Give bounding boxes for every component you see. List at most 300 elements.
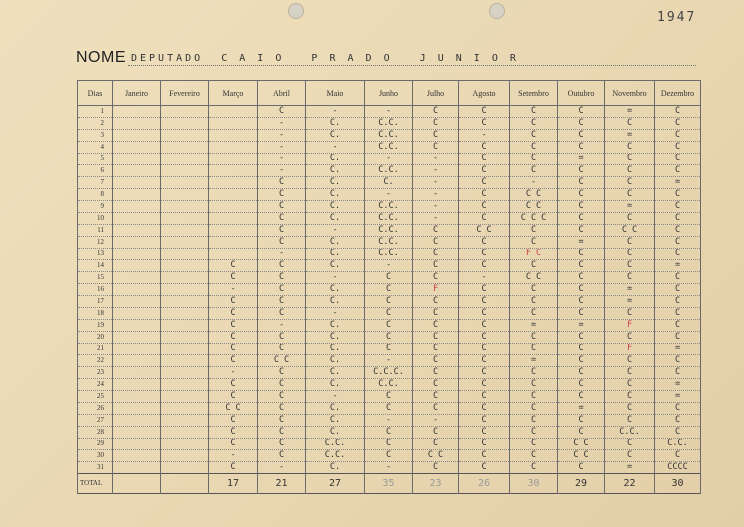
table-cell: C: [558, 117, 605, 129]
table-cell: =: [558, 402, 605, 414]
table-cell: C: [605, 450, 655, 462]
column-header: Abril: [258, 81, 306, 106]
table-cell: C.: [306, 212, 365, 224]
table-cell: [161, 236, 209, 248]
column-header: Novembro: [605, 81, 655, 106]
table-row: [78, 331, 701, 343]
table-cell: C: [655, 296, 701, 308]
table-cell: -: [306, 141, 365, 153]
table-row: [78, 414, 701, 426]
table-cell: [113, 391, 161, 403]
table-cell: C: [605, 438, 655, 450]
day-number: 7: [78, 177, 113, 189]
table-cell: =: [655, 343, 701, 355]
table-cell: C: [258, 212, 306, 224]
day-number: 28: [78, 426, 113, 438]
table-cell: C: [655, 106, 701, 118]
table-cell: C: [655, 331, 701, 343]
table-row: [78, 462, 701, 474]
day-number: 13: [78, 248, 113, 260]
table-cell: C: [510, 106, 558, 118]
table-cell: C: [459, 355, 510, 367]
table-cell: [161, 224, 209, 236]
table-cell: -: [413, 212, 459, 224]
table-cell: C: [258, 236, 306, 248]
table-cell: =: [655, 391, 701, 403]
table-cell: C: [558, 284, 605, 296]
table-cell: C: [459, 165, 510, 177]
table-row: [78, 379, 701, 391]
total-cell: 17: [209, 474, 258, 494]
table-cell: [113, 402, 161, 414]
table-row: [78, 284, 701, 296]
total-row: [78, 474, 701, 494]
table-cell: C: [459, 450, 510, 462]
table-cell: C: [365, 343, 413, 355]
table-cell: [161, 296, 209, 308]
table-cell: -: [306, 224, 365, 236]
table-row: [78, 141, 701, 153]
table-cell: [113, 307, 161, 319]
table-cell: C C C: [510, 212, 558, 224]
table-cell: C: [558, 201, 605, 213]
table-cell: C: [258, 224, 306, 236]
table-cell: C: [510, 260, 558, 272]
table-row: [78, 129, 701, 141]
table-cell: [209, 236, 258, 248]
table-cell: C: [413, 106, 459, 118]
table-cell: [113, 343, 161, 355]
table-cell: C: [209, 391, 258, 403]
table-cell: C: [258, 201, 306, 213]
table-row: [78, 153, 701, 165]
table-cell: C: [510, 450, 558, 462]
table-cell: C: [510, 236, 558, 248]
table-cell: [209, 248, 258, 260]
table-cell: [113, 367, 161, 379]
table-cell: C: [655, 141, 701, 153]
table-cell: C: [365, 272, 413, 284]
table-cell: C: [605, 272, 655, 284]
table-cell: C: [655, 201, 701, 213]
table-cell: C: [459, 319, 510, 331]
table-cell: [113, 331, 161, 343]
table-cell: C: [459, 153, 510, 165]
table-cell: C: [655, 129, 701, 141]
table-cell: C: [605, 260, 655, 272]
table-cell: C: [258, 367, 306, 379]
table-cell: [161, 331, 209, 343]
day-number: 18: [78, 307, 113, 319]
table-cell: C.C.: [306, 438, 365, 450]
table-cell: C: [655, 117, 701, 129]
table-cell: C: [655, 224, 701, 236]
table-cell: C: [558, 165, 605, 177]
table-cell: C: [413, 307, 459, 319]
table-cell: C: [459, 438, 510, 450]
table-cell: C.: [306, 201, 365, 213]
table-cell: C: [209, 355, 258, 367]
table-cell: [209, 153, 258, 165]
table-cell: C: [413, 367, 459, 379]
table-cell: C: [510, 224, 558, 236]
total-cell: [113, 474, 161, 494]
total-cell: 23: [413, 474, 459, 494]
table-cell: [161, 414, 209, 426]
table-cell: =: [605, 106, 655, 118]
table-cell: C: [655, 248, 701, 260]
table-cell: [113, 355, 161, 367]
total-cell: 29: [558, 474, 605, 494]
table-cell: C C: [558, 438, 605, 450]
table-cell: -: [459, 129, 510, 141]
table-cell: C.C.: [365, 379, 413, 391]
table-cell: [113, 141, 161, 153]
table-cell: C: [510, 129, 558, 141]
table-cell: C: [413, 319, 459, 331]
table-cell: C: [510, 331, 558, 343]
total-cell: 27: [306, 474, 365, 494]
table-cell: C.C.: [365, 129, 413, 141]
table-cell: C: [209, 343, 258, 355]
total-cell: 35: [365, 474, 413, 494]
table-cell: -: [209, 284, 258, 296]
table-cell: C: [258, 414, 306, 426]
table-cell: [209, 177, 258, 189]
table-cell: C: [413, 462, 459, 474]
table-cell: C: [510, 367, 558, 379]
table-cell: C.: [306, 189, 365, 201]
table-cell: F: [605, 319, 655, 331]
table-cell: [113, 438, 161, 450]
table-cell: [209, 201, 258, 213]
table-cell: C: [558, 296, 605, 308]
table-cell: C: [258, 379, 306, 391]
total-cell: 30: [510, 474, 558, 494]
table-cell: F: [413, 284, 459, 296]
table-cell: C: [655, 367, 701, 379]
table-cell: C: [558, 141, 605, 153]
table-cell: C: [413, 248, 459, 260]
table-cell: CCCC: [655, 462, 701, 474]
table-cell: -: [365, 414, 413, 426]
table-cell: [209, 212, 258, 224]
table-cell: C: [558, 177, 605, 189]
day-number: 9: [78, 201, 113, 213]
table-cell: [161, 307, 209, 319]
table-cell: C: [558, 248, 605, 260]
table-cell: =: [558, 236, 605, 248]
table-cell: [113, 129, 161, 141]
day-number: 1: [78, 106, 113, 118]
table-cell: C: [459, 177, 510, 189]
table-cell: C: [209, 272, 258, 284]
table-cell: [161, 319, 209, 331]
table-cell: =: [605, 462, 655, 474]
table-cell: [161, 343, 209, 355]
total-cell: 22: [605, 474, 655, 494]
table-cell: C: [413, 272, 459, 284]
table-cell: C: [365, 307, 413, 319]
table-cell: C.: [365, 177, 413, 189]
table-cell: C: [558, 189, 605, 201]
total-cell: 30: [655, 474, 701, 494]
table-row: [78, 343, 701, 355]
table-cell: [209, 224, 258, 236]
table-cell: -: [413, 153, 459, 165]
table-cell: C: [605, 165, 655, 177]
table-cell: C: [365, 296, 413, 308]
table-cell: -: [258, 141, 306, 153]
table-cell: C: [655, 450, 701, 462]
table-cell: [161, 402, 209, 414]
table-cell: C: [413, 379, 459, 391]
table-cell: C: [459, 307, 510, 319]
day-number: 19: [78, 319, 113, 331]
table-cell: C: [605, 248, 655, 260]
table-cell: C.: [306, 129, 365, 141]
table-cell: C: [413, 343, 459, 355]
table-cell: C: [459, 117, 510, 129]
table-cell: C: [605, 391, 655, 403]
table-cell: C: [258, 343, 306, 355]
table-cell: [113, 248, 161, 260]
table-cell: =: [558, 319, 605, 331]
table-cell: -: [365, 189, 413, 201]
nome-value: DEPUTADO C A I O P R A D O J U N I O R: [131, 53, 519, 64]
table-cell: C: [459, 201, 510, 213]
table-cell: C: [558, 212, 605, 224]
day-number: 14: [78, 260, 113, 272]
table-row: [78, 117, 701, 129]
table-cell: [161, 260, 209, 272]
table-cell: C: [459, 260, 510, 272]
table-cell: C: [258, 426, 306, 438]
table-cell: C: [655, 236, 701, 248]
column-header: Setembro: [510, 81, 558, 106]
table-row: [78, 296, 701, 308]
table-cell: C: [459, 402, 510, 414]
table-cell: C: [605, 236, 655, 248]
day-number: 8: [78, 189, 113, 201]
table-cell: C: [558, 462, 605, 474]
table-cell: C: [459, 414, 510, 426]
table-cell: [161, 177, 209, 189]
table-row: [78, 201, 701, 213]
table-cell: [161, 438, 209, 450]
nome-underline: [128, 65, 696, 66]
table-cell: -: [258, 319, 306, 331]
table-row: [78, 106, 701, 118]
table-cell: C.: [306, 165, 365, 177]
total-cell: 26: [459, 474, 510, 494]
table-cell: C: [558, 343, 605, 355]
table-cell: -: [306, 307, 365, 319]
table-cell: C: [510, 414, 558, 426]
table-cell: C: [258, 402, 306, 414]
table-cell: C.: [306, 236, 365, 248]
table-cell: [209, 106, 258, 118]
table-cell: -: [413, 201, 459, 213]
table-row: [78, 355, 701, 367]
table-cell: C: [655, 426, 701, 438]
table-cell: C: [365, 450, 413, 462]
table-cell: [113, 106, 161, 118]
table-cell: C: [605, 153, 655, 165]
table-cell: [113, 260, 161, 272]
table-cell: -: [413, 177, 459, 189]
table-cell: C: [655, 319, 701, 331]
day-number: 17: [78, 296, 113, 308]
table-cell: [113, 426, 161, 438]
day-number: 6: [78, 165, 113, 177]
table-cell: C.: [306, 284, 365, 296]
table-cell: C: [459, 189, 510, 201]
table-cell: C: [558, 331, 605, 343]
table-cell: [161, 379, 209, 391]
table-cell: C: [655, 189, 701, 201]
table-cell: C: [459, 379, 510, 391]
table-cell: [113, 236, 161, 248]
table-cell: C C: [209, 402, 258, 414]
table-cell: C.C.: [365, 236, 413, 248]
table-cell: C: [605, 402, 655, 414]
table-row: [78, 391, 701, 403]
table-cell: C: [605, 177, 655, 189]
table-cell: C: [510, 343, 558, 355]
table-cell: [161, 450, 209, 462]
table-row: [78, 165, 701, 177]
table-cell: C: [655, 284, 701, 296]
table-cell: C: [209, 379, 258, 391]
day-number: 25: [78, 391, 113, 403]
table-cell: C: [459, 426, 510, 438]
table-cell: C: [655, 272, 701, 284]
nome-label: NOME: [76, 49, 126, 66]
punch-hole: [489, 3, 505, 19]
table-cell: C: [459, 343, 510, 355]
column-header: Julho: [413, 81, 459, 106]
table-cell: =: [510, 355, 558, 367]
table-cell: C: [558, 224, 605, 236]
table-cell: =: [605, 201, 655, 213]
day-number: 31: [78, 462, 113, 474]
table-cell: C C: [510, 201, 558, 213]
table-cell: C: [510, 379, 558, 391]
table-cell: [161, 117, 209, 129]
table-cell: C: [258, 260, 306, 272]
table-cell: C: [413, 141, 459, 153]
table-cell: C: [558, 414, 605, 426]
table-cell: C.: [306, 355, 365, 367]
day-number: 22: [78, 355, 113, 367]
table-row: [78, 224, 701, 236]
table-cell: C: [258, 450, 306, 462]
table-cell: C: [605, 141, 655, 153]
table-cell: C: [209, 260, 258, 272]
column-header: Maio: [306, 81, 365, 106]
table-cell: C: [510, 165, 558, 177]
table-cell: -: [258, 248, 306, 260]
table-cell: C: [558, 426, 605, 438]
table-cell: C: [258, 177, 306, 189]
table-cell: -: [413, 414, 459, 426]
table-cell: -: [209, 367, 258, 379]
table-cell: [113, 189, 161, 201]
total-cell: 21: [258, 474, 306, 494]
column-header: Junho: [365, 81, 413, 106]
table-cell: =: [655, 260, 701, 272]
table-cell: -: [365, 153, 413, 165]
header-row: [78, 81, 701, 106]
table-cell: C: [459, 212, 510, 224]
table-cell: [209, 165, 258, 177]
table-cell: C: [365, 284, 413, 296]
table-cell: C.C.: [365, 141, 413, 153]
table-row: [78, 402, 701, 414]
table-cell: -: [258, 153, 306, 165]
table-cell: [161, 426, 209, 438]
table-cell: C C: [605, 224, 655, 236]
table-cell: C: [459, 331, 510, 343]
table-cell: -: [365, 106, 413, 118]
day-number: 29: [78, 438, 113, 450]
table-cell: C: [605, 355, 655, 367]
table-cell: C: [459, 462, 510, 474]
table-row: [78, 236, 701, 248]
table-cell: =: [558, 153, 605, 165]
day-number: 16: [78, 284, 113, 296]
day-number: 2: [78, 117, 113, 129]
table-cell: C.C.: [365, 165, 413, 177]
table-cell: C.C.: [365, 117, 413, 129]
table-cell: C: [209, 426, 258, 438]
table-cell: C.: [306, 426, 365, 438]
table-cell: C: [558, 379, 605, 391]
table-cell: C: [605, 414, 655, 426]
table-cell: C: [510, 117, 558, 129]
table-cell: C: [510, 153, 558, 165]
table-cell: C: [558, 355, 605, 367]
table-cell: C: [258, 296, 306, 308]
table-cell: -: [258, 462, 306, 474]
table-row: [78, 177, 701, 189]
table-cell: C: [258, 391, 306, 403]
day-number: 24: [78, 379, 113, 391]
column-header: Março: [209, 81, 258, 106]
table-cell: [161, 153, 209, 165]
table-cell: [113, 379, 161, 391]
table-cell: C C: [413, 450, 459, 462]
table-cell: C: [510, 462, 558, 474]
table-cell: [113, 212, 161, 224]
table-row: [78, 426, 701, 438]
table-cell: C: [605, 331, 655, 343]
table-cell: C: [558, 367, 605, 379]
table-cell: C: [605, 307, 655, 319]
table-cell: C: [209, 331, 258, 343]
table-cell: C: [258, 106, 306, 118]
table-cell: C: [365, 402, 413, 414]
table-cell: C: [258, 307, 306, 319]
table-cell: -: [258, 117, 306, 129]
table-cell: C: [365, 426, 413, 438]
table-cell: C.: [306, 177, 365, 189]
table-cell: -: [306, 272, 365, 284]
table-cell: -: [510, 177, 558, 189]
table-cell: C: [413, 236, 459, 248]
table-cell: C: [459, 248, 510, 260]
